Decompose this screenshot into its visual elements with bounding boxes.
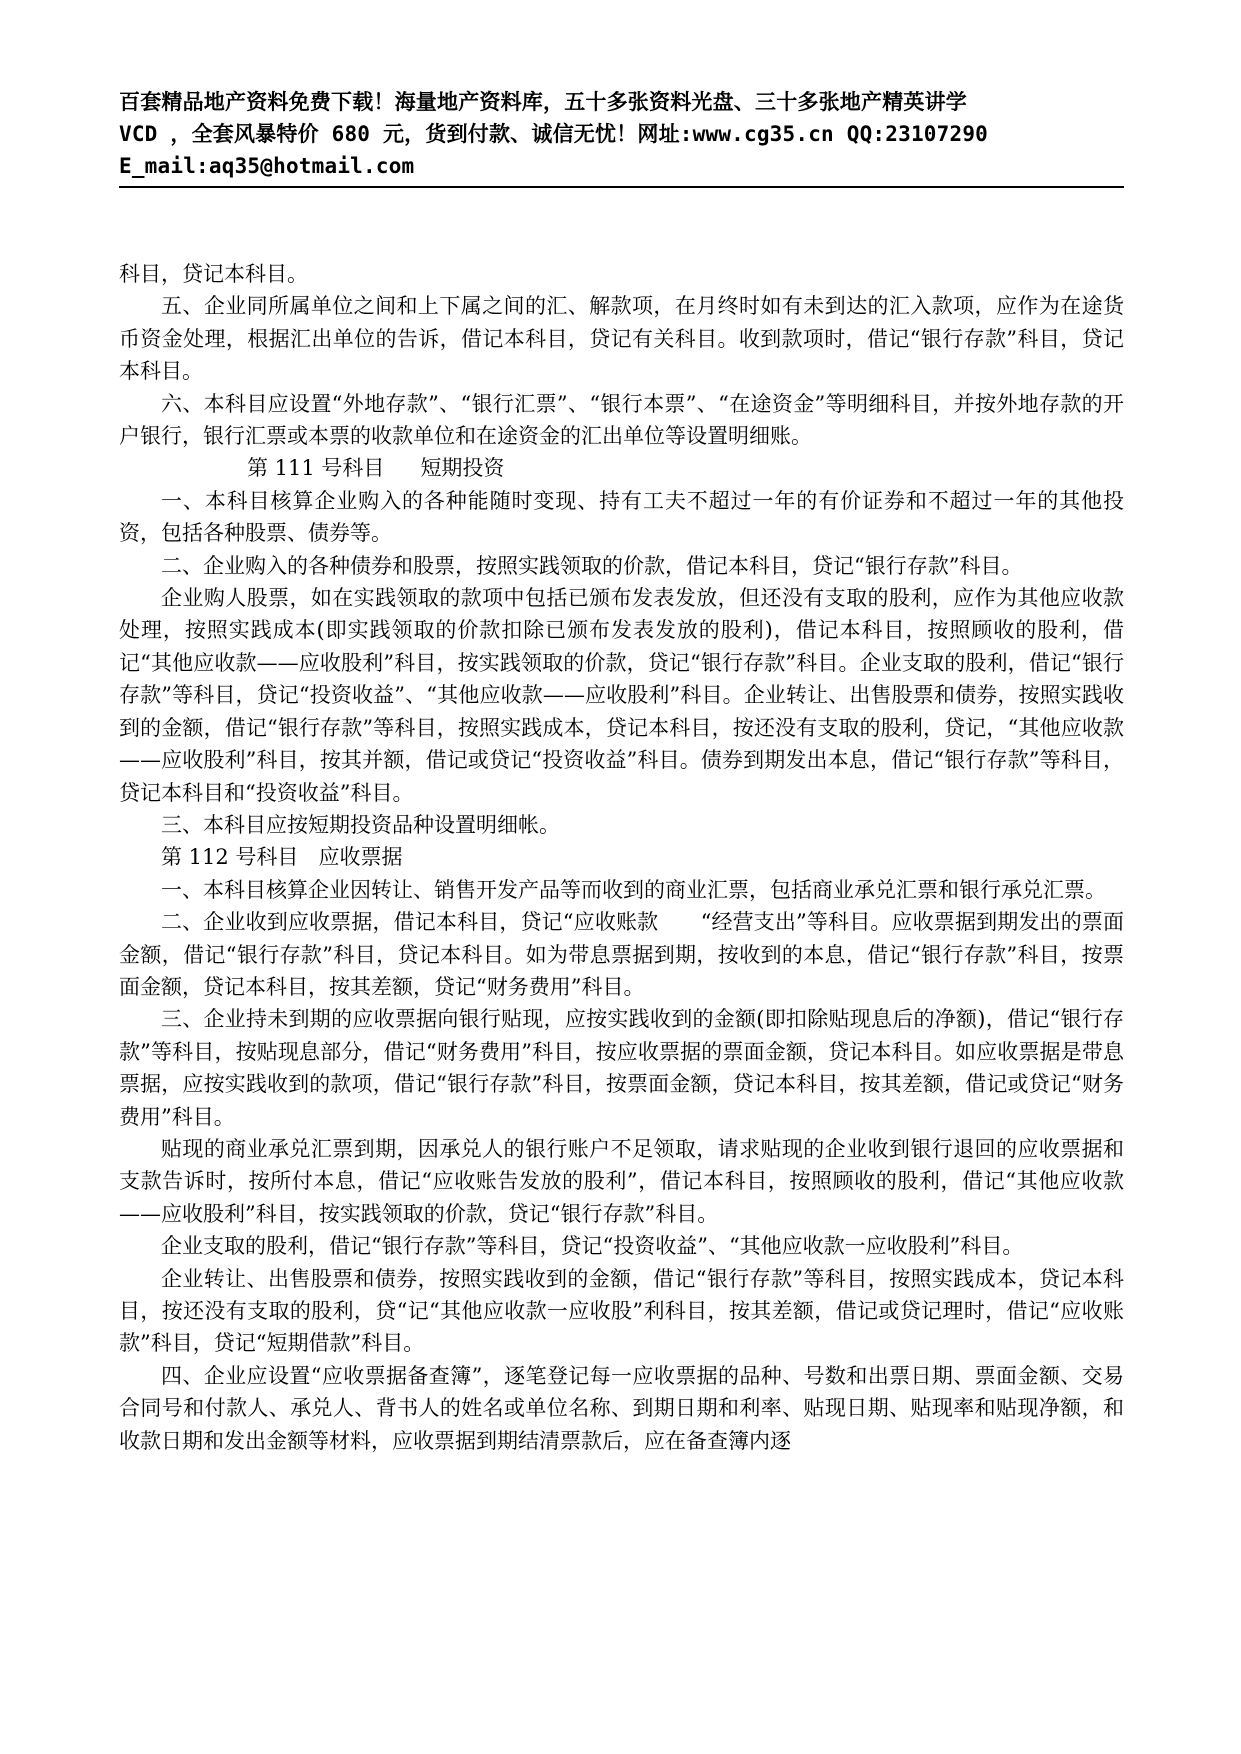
paragraph: 科目，贷记本科目。 [119, 262, 308, 286]
header-line-3: E_mail:aq35@hotmail.com [119, 154, 415, 178]
paragraph: 贴现的商业承兑汇票到期，因承兑人的银行账户不足领取，请求贴现的企业收到银行退回的应收票据和支款告诉时，按所付本息，借记“应收账告发放的股利”，借记本科目，按照顾收的股利，借记“其他应收款——应收股利”科目，按实践领取的价款，贷记“银行存款”科目。 [119, 1136, 1124, 1226]
section-title: 应收票据 [318, 845, 403, 870]
header-line-2: VCD ，全套风暴特价 680 元，货到付款、诚信无忧！网址:www.cg35.cn QQ:23107290 [119, 122, 989, 146]
paragraph: 企业支取的股利，借记“银行存款”等科目，贷记“投资收益”、“其他应收款一应收股利”科目。 [161, 1234, 1024, 1259]
section-heading-111 [119, 452, 1124, 484]
section-heading-112 [119, 841, 1124, 873]
paragraph: 六、本科目应设置“外地存款”、“银行汇票”、“银行本票”、“在途资金”等明细科目，并按外地存款的开户银行，银行汇票或本票的收款单位和在途资金的汇出单位等设置明细账。 [119, 391, 1124, 449]
header-line-1: 百套精品地产资料免费下载！海量地产资料库，五十多张资料光盘、三十多张地产精英讲学 [119, 90, 967, 114]
page-header [119, 86, 1124, 182]
paragraph: 企业购人股票，如在实践领取的款项中包括已颁布发表发放，但还没有支取的股利，应作为其他应收款处理，按照实践成本(即实践领取的价款扣除已颁布发表发放的股利)，借记本科目，按照顾收的股利，借记“其他应收款——应收股利”科目，按实践领取的价款，贷记“银行存款”科目。企业支取的股利，借记“银行存款”等科目，贷记“投资收益”、“其他应收款——应收股利”科目。企业转让、出售股票和债券，按照实践收到的金额，借记“银行存款”等科目，按照实践成本，贷记本科目，按还没有支取的股利，贷记，“其他应收款——应收股利”科目，按其并额，借记或贷记“投资收益”科目。债券到期发出本息，借记“银行存款”等科目，贷记本科目和“投资收益”科目。 [119, 586, 1124, 805]
section-number: 第 112 号科目 [161, 845, 299, 870]
section-title: 短期投资 [420, 456, 505, 481]
paragraph: 一、本科目核算企业购入的各种能随时变现、持有工夫不超过一年的有价证券和不超过一年的其他投资，包括各种股票、债券等。 [119, 488, 1124, 546]
paragraph: 二、企业购入的各种债券和股票，按照实践领取的价款，借记本科目，贷记“银行存款”科目。 [161, 553, 1023, 578]
paragraph: 三、本科目应按短期投资品种设置明细帐。 [161, 812, 560, 837]
paragraph: 四、企业应设置“应收票据备查簿”，逐笔登记每一应收票据的品种、号数和出票日期、票面金额、交易合同号和付款人、承兑人、背书人的姓名或单位名称、到期日期和利率、贴现日期、贴现率和贴现净额，和收款日期和发出金额等材料，应收票据到期结清票款后，应在备查簿内逐 [119, 1363, 1124, 1453]
paragraph: 一、本科目核算企业因转让、销售开发产品等而收到的商业汇票，包括商业承兑汇票和银行承兑汇票。 [161, 877, 1106, 902]
paragraph: 五、企业同所属单位之间和上下属之间的汇、解款项，在月终时如有未到达的汇入款项，应作为在途货币资金处理，根据汇出单位的告诉，借记本科目，贷记有关科目。收到款项时，借记“银行存款”科目，贷记本科目。 [119, 294, 1124, 384]
paragraph: 企业转让、出售股票和债券，按照实践收到的金额，借记“银行存款”等科目，按照实践成本，贷记本科目，按还没有支取的股利，贷“记“其他应收款一应收股”利科目，按其差额，借记或贷记理时，借记“应收账款”科目，贷记“短期借款”科目。 [119, 1266, 1124, 1356]
section-number: 第 111 号科目 [247, 456, 385, 481]
header-rule [119, 186, 1124, 188]
document-body [119, 258, 1124, 1457]
paragraph: 二、企业收到应收票据，借记本科目，贷记“应收账款 “经营支出”等科目。应收票据到期发出的票面金额，借记“银行存款”科目，贷记本科目。如为带息票据到期，按收到的本息，借记“银行存款”科目，按票面金额，贷记本科目，按其差额，贷记“财务费用”科目。 [119, 910, 1124, 999]
paragraph: 三、企业持未到期的应收票据向银行贴现，应按实践收到的金额(即扣除贴现息后的净额)，借记“银行存款”等科目，按贴现息部分，借记“财务费用”科目，按应收票据的票面金额，贷记本科目。如应收票据是带息票据，应按实践收到的款项，借记“银行存款”科目，按票面金额，贷记本科目，按其差额，借记或贷记“财务费用”科目。 [119, 1007, 1124, 1129]
